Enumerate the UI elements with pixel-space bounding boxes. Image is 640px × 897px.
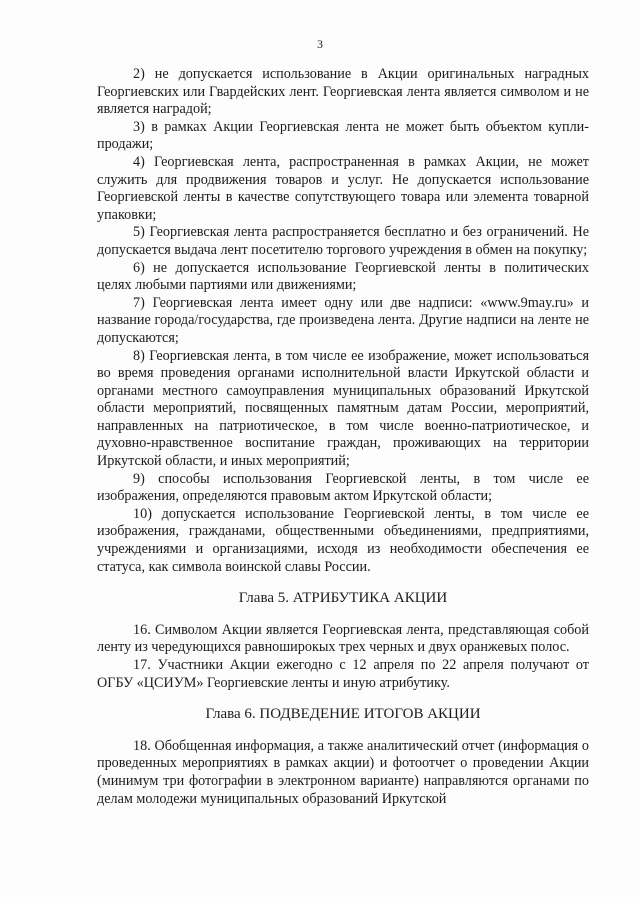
list-item: 10) допускается использование Георгиевской ленты, в том числе ее изображения, гражданами, общественными объединениями, предприятиями, учреждениями и организациями, исходя из необходимости обеспечения ее статуса, как символа воинской славы России. xyxy=(97,505,589,575)
list-item: 6) не допускается использование Георгиевской ленты в политических целях любыми партиями или движениями; xyxy=(97,259,589,294)
list-item: 3) в рамках Акции Георгиевская лента не может быть объектом купли-продажи; xyxy=(97,118,589,153)
list-item: 9) способы использования Георгиевской ленты, в том числе ее изображения, определяются правовым актом Иркутской области; xyxy=(97,470,589,505)
paragraph-16: 16. Символом Акции является Георгиевская лента, представляющая собой ленту из чередующихся равноширокых трех черных и двух оранжевых полос. xyxy=(97,621,589,656)
chapter-5-heading: Глава 5. АТРИБУТИКА АКЦИИ xyxy=(238,590,448,607)
paragraph-18: 18. Обобщенная информация, а также аналитический отчет (информация о проведенных мероприятиях в рамках акции) и фотоотчет о проведении Акции (минимум три фотографии в электронном варианте) направляются органами по делам молодежи муниципальных образований Иркутской xyxy=(97,737,589,807)
list-item: 4) Георгиевская лента, распространенная в рамках Акции, не может служить для продвижения товаров и услуг. Не допускается использование Георгиевской ленты в качестве сопутствующего товара или элемента товарной упаковки; xyxy=(97,153,589,223)
page-number: 3 xyxy=(317,37,323,51)
list-item: 2) не допускается использование в Акции оригинальных наградных Георгиевских или Гвардейских лент. Георгиевская лента является символом и не является наградой; xyxy=(97,66,589,118)
chapter-6-heading: Глава 6. ПОДВЕДЕНИЕ ИТОГОВ АКЦИИ xyxy=(205,706,481,723)
list-item: 7) Георгиевская лента имеет одну или две надписи: «www.9may.ru» и название города/государства, где произведена лента. Другие надписи на ленте не допускаются; xyxy=(97,294,589,346)
paragraph-17: 17. Участники Акции ежегодно с 12 апреля по 22 апреля получают от ОГБУ «ЦСИУМ» Георгиевские ленты и иную атрибутику. xyxy=(97,657,589,691)
document-body xyxy=(97,66,589,808)
list-item: 5) Георгиевская лента распространяется бесплатно и без ограничений. Не допускается выдача лент посетителю торгового учреждения в обмен на покупку; xyxy=(97,224,589,258)
list-item: 8) Георгиевская лента, в том числе ее изображение, может использоваться во время проведения органами исполнительной власти Иркутской области и органами местного самоуправления муниципальных образований Иркутской области мероприятий, посвященных памятным датам России, мероприятий, направленных на патриотическое, в том числе военно-патриотическое, и духовно-нравственное воспитание граждан, проживающих на территории Иркутской области, и иных мероприятий; xyxy=(97,347,589,470)
